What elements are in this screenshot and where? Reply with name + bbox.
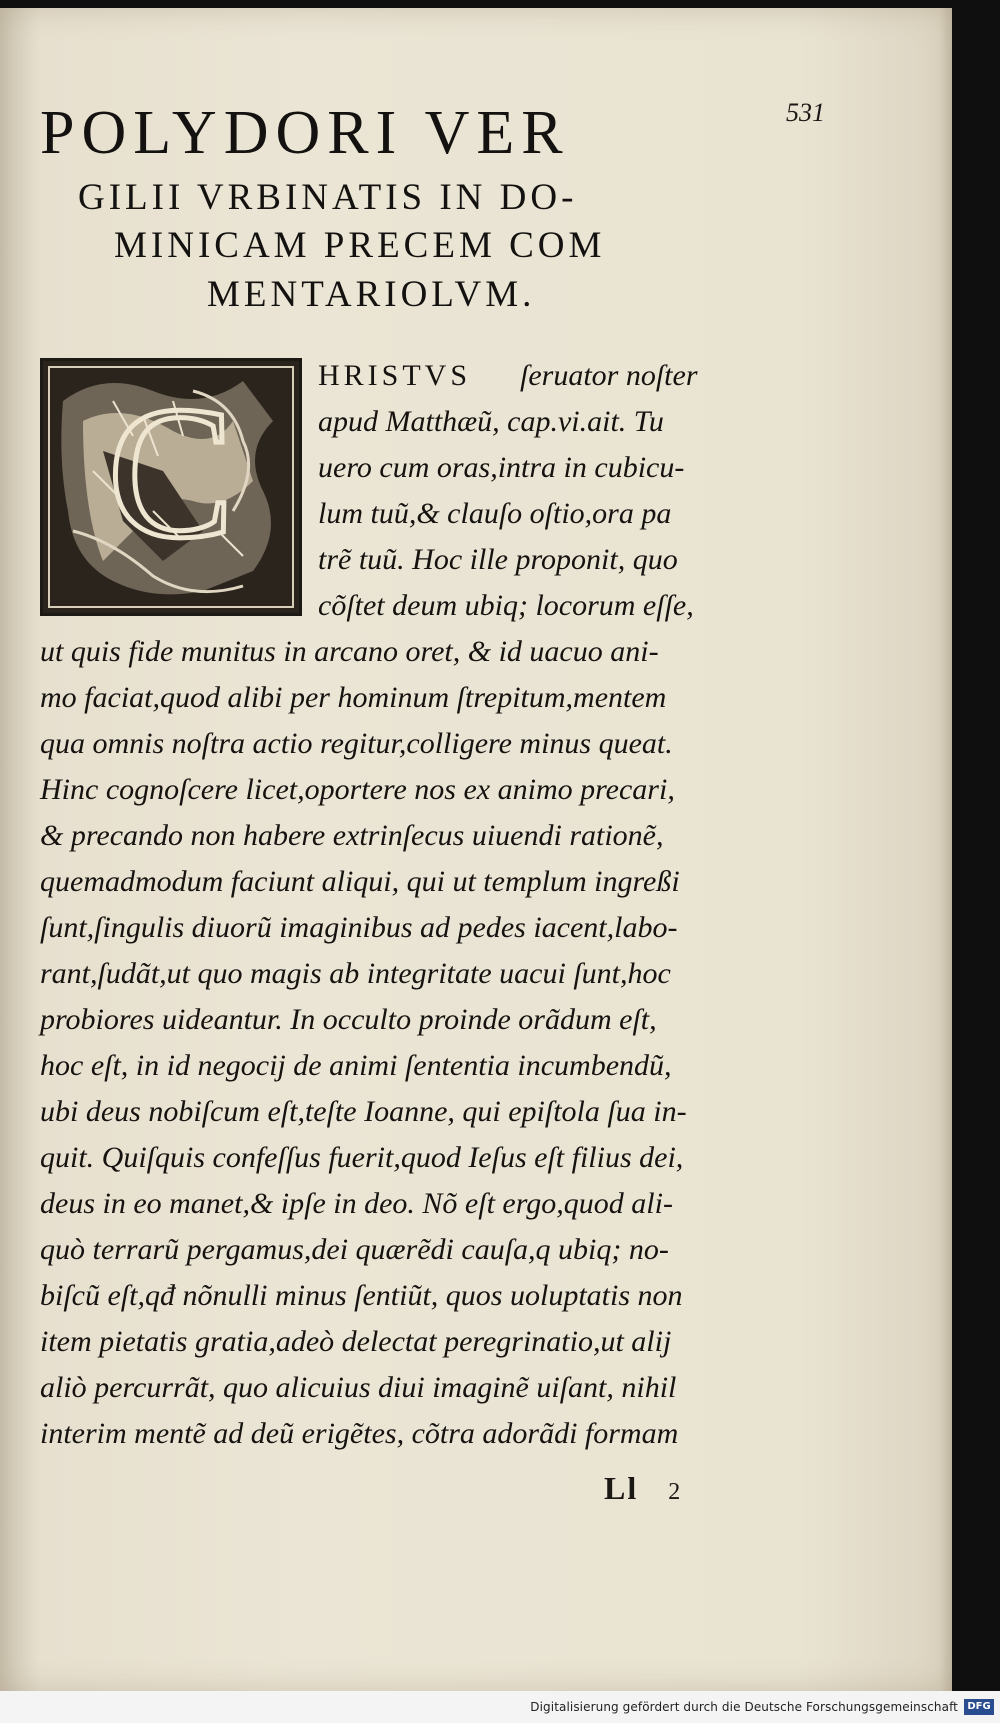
opening-word: HRISTVS [318, 359, 472, 392]
woodcut-initial-c [40, 358, 302, 616]
body-line-9: qua omnis noſtra actio regitur,colligere minus queat. [40, 727, 673, 760]
body-line-15: probiores uideantur. In occulto proinde orãdum eſt, [40, 1003, 657, 1036]
body-line-3: uero cum oras,intra in cubicu- [318, 451, 685, 484]
body-line-8: mo faciat,quod alibi per hominum ſtrepitum,mentem [40, 681, 667, 714]
body-line-24: interim mentẽ ad deũ erigẽtes, cõtra adorãdi formam [40, 1417, 679, 1450]
body-line-6: cõſtet deum ubiq; locorum eſſe, [318, 589, 694, 622]
dfg-logo: DFG [964, 1699, 994, 1715]
signature-mark [604, 1470, 682, 1507]
body-line-12: quemadmodum faciunt aliqui, qui ut templum ingreßi [40, 865, 680, 898]
body-line-4: lum tuũ,& clauſo oſtio,ora pa [318, 497, 672, 530]
body-line-16: hoc eſt, in id negocij de animi ſententia incumbendũ, [40, 1049, 672, 1082]
body-line-11: & precando non habere extrinſecus uiuendi rationẽ, [40, 819, 664, 852]
body-line-14: rant,ſudãt,ut quo magis ab integritate uacui ſunt,hoc [40, 957, 671, 990]
title-line-3: MINICAM PRECEM COM [114, 225, 606, 266]
title-line-1: POLYDORI VER [40, 99, 570, 167]
folio-number: 531 [786, 98, 825, 127]
body-line-21: biſcũ eſt,qđ nõnulli minus ſentiũt, quos uoluptatis non [40, 1279, 683, 1312]
woodcut-illustration [43, 361, 299, 613]
body-line-13: ſunt,ſingulis diuorũ imaginibus ad pedes iacent,labo- [40, 911, 678, 944]
body-line-5: trẽ tuũ. Hoc ille proponit, quo [318, 543, 678, 576]
body-line-22: item pietatis gratia,adeò delectat peregrinatio,ut alij [40, 1325, 672, 1358]
body-line-17: ubi deus nobiſcum eſt,teſte Ioanne, qui epiſtola ſua in- [40, 1095, 687, 1128]
body-line-18: quit. Quiſquis confeſſus fuerit,quod Ieſus eſt filius dei, [40, 1141, 684, 1174]
body-line-20: quò terrarũ pergamus,dei quærẽdi cauſa,q ubiq; no- [40, 1233, 669, 1266]
body-line-23: aliò percurrãt, quo alicuius diui imaginẽ uiſant, nihil [40, 1371, 677, 1404]
initial-letter: C [107, 368, 235, 578]
digitization-credit: Digitalisierung gefördert durch die Deutsche Forschungsgemeinschaft [530, 1700, 958, 1714]
title-line-4: MENTARIOLVM. [207, 274, 536, 315]
signature-number: 2 [668, 1479, 683, 1505]
title-line-2: GILII VRBINATIS IN DO- [78, 177, 578, 218]
body-line-2: apud Matthæũ, cap.vi.ait. Tu [318, 405, 664, 438]
body-line-7: ut quis fide munitus in arcano oret, & id uacuo ani- [40, 635, 659, 668]
body-line-1: ſeruator noſter [520, 359, 698, 392]
signature-letters: Ll [604, 1470, 639, 1506]
body-line-10: Hinc cognoſcere licet,oportere nos ex animo precari, [40, 773, 675, 806]
body-line-19: deus in eo manet,& ipſe in deo. Nõ eſt ergo,quod ali- [40, 1187, 673, 1220]
